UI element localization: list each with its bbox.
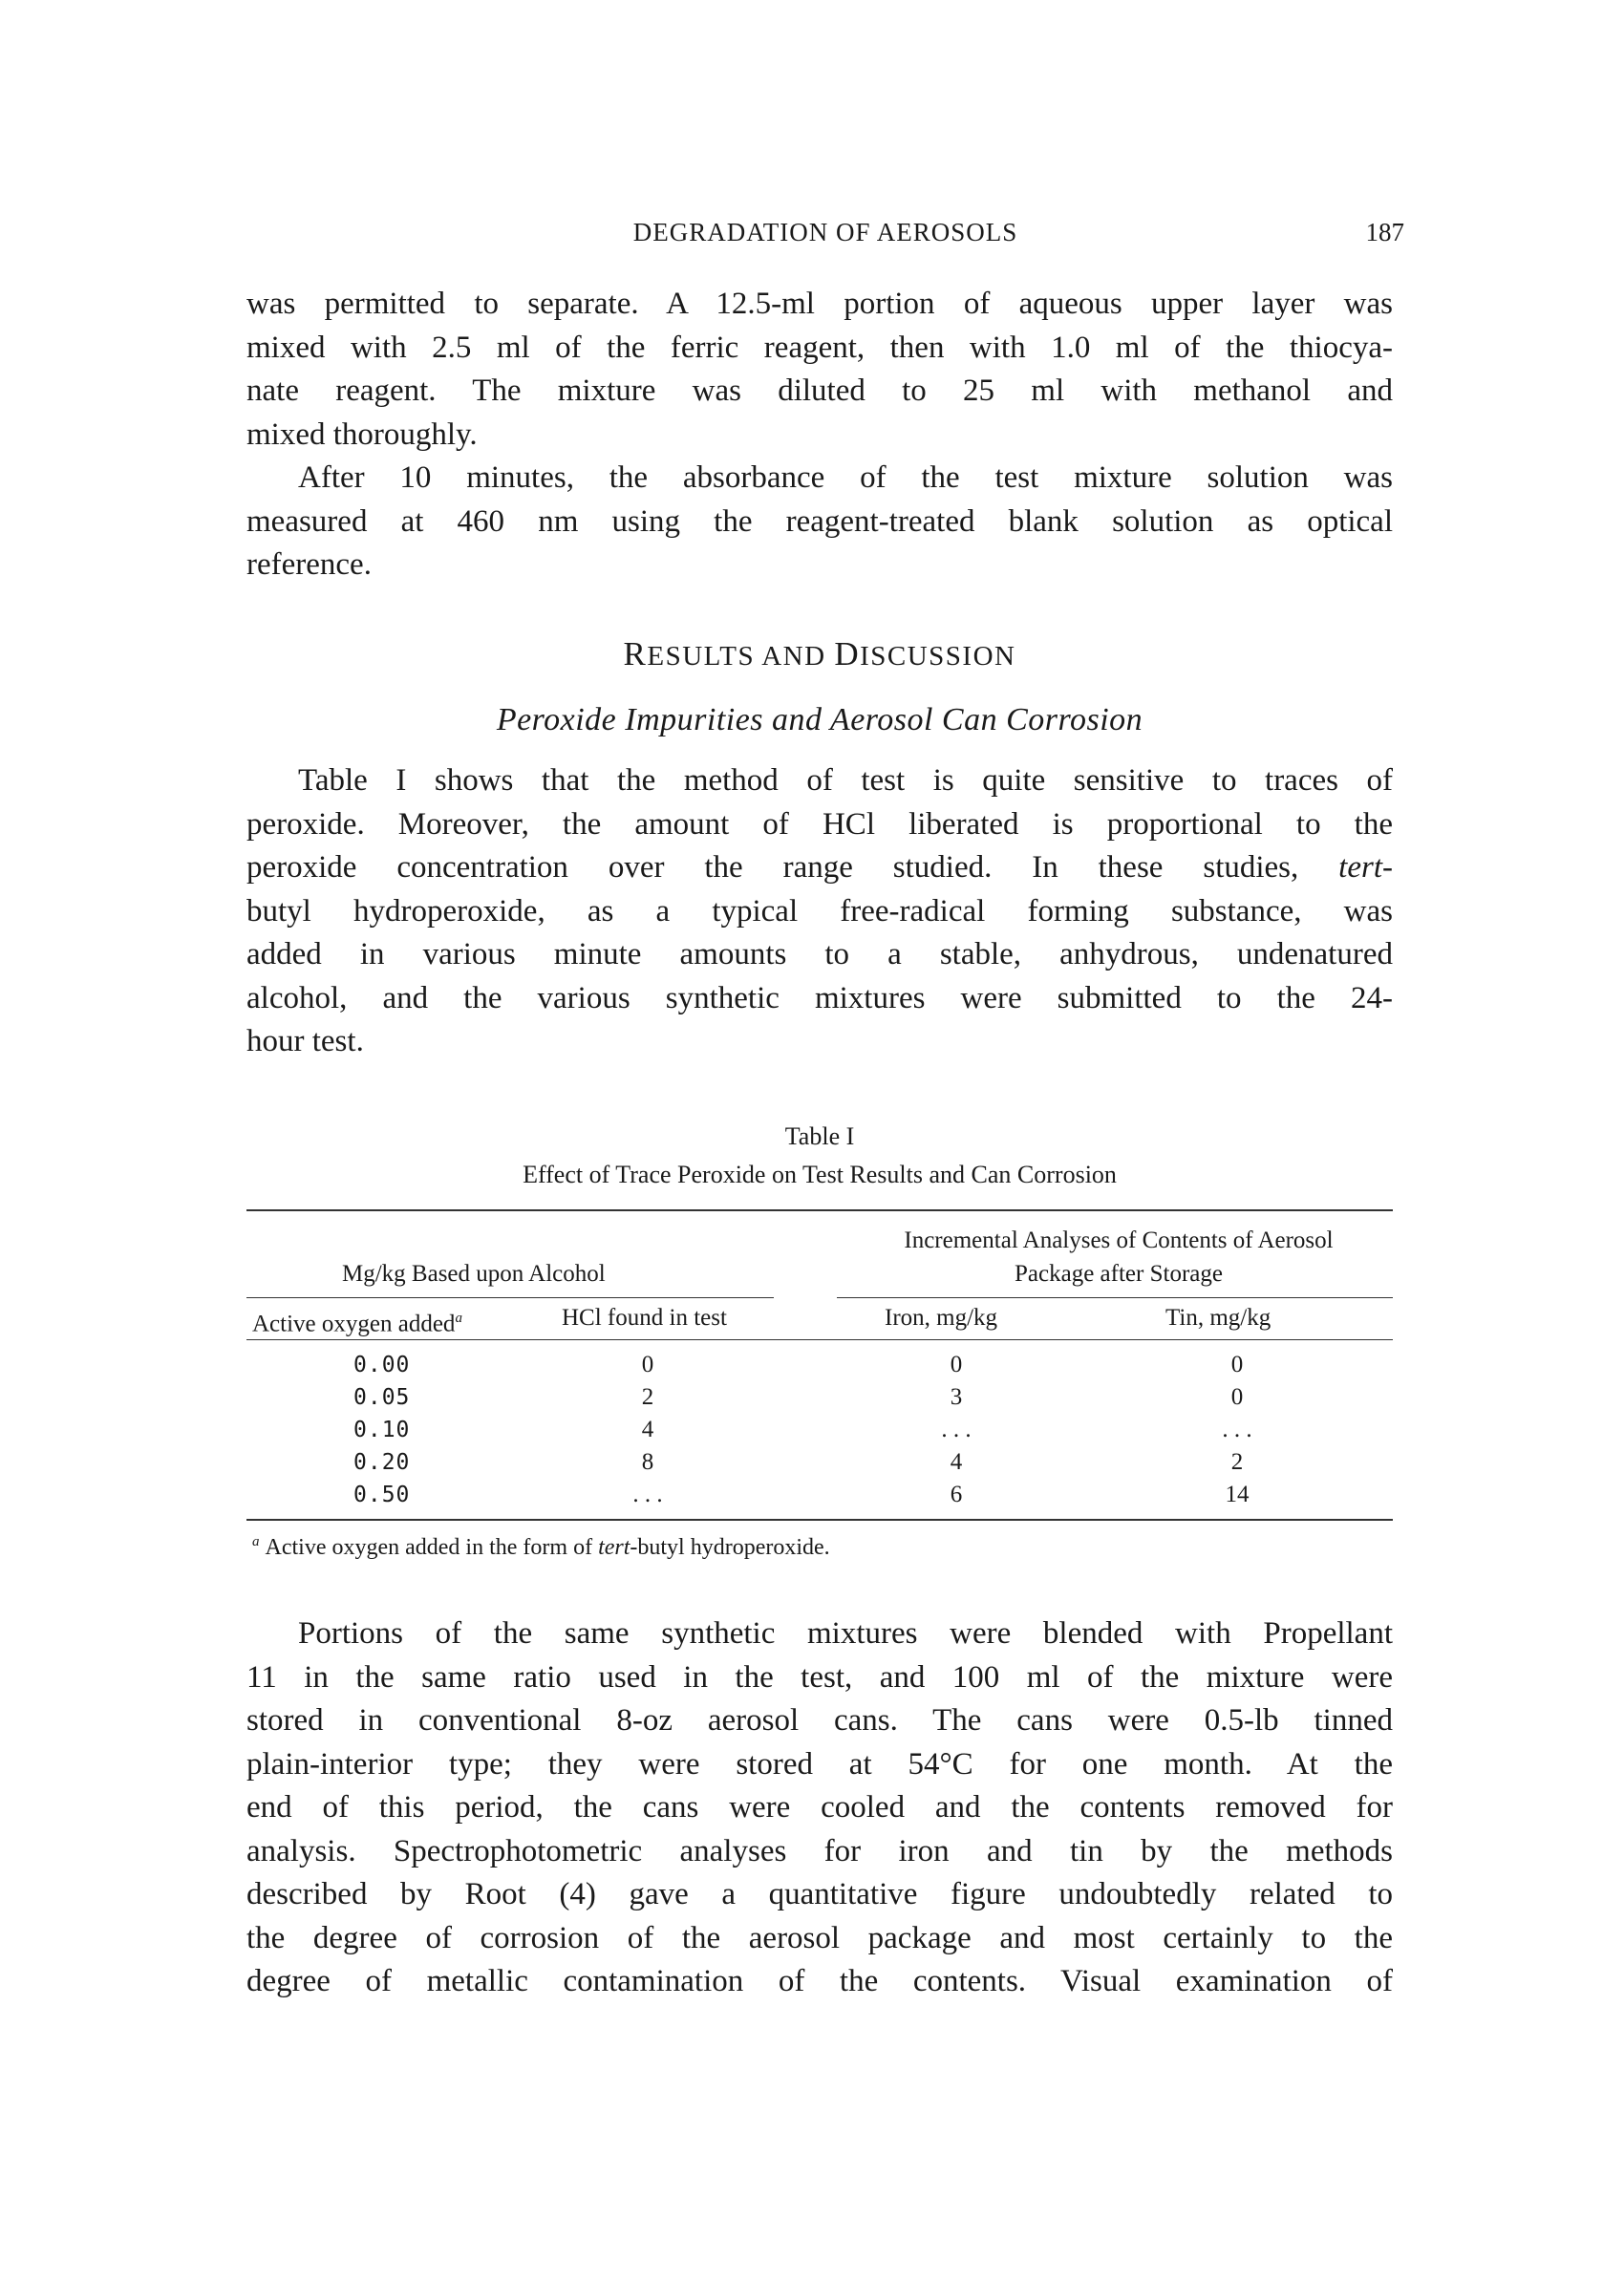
text-line: analysis. Spectrophotometric analyses for iron and tin by the methods <box>246 1833 1393 1868</box>
paragraph-3 <box>246 759 1393 1064</box>
text-line: 11 in the same ratio used in the test, and 100 ml of the mixture were <box>246 1659 1393 1695</box>
text-line: nate reagent. The mixture was diluted to 25 ml with methanol and <box>246 374 1393 408</box>
column-header-text: Active oxygen added <box>252 1311 456 1337</box>
cell-tin: 14 <box>1225 1482 1250 1507</box>
text-run: peroxide concentration over the range studied. In these studies, <box>246 850 1339 885</box>
text-line: Portions of the same synthetic mixtures were blended with Propellant <box>298 1616 1393 1651</box>
cell-oxygen: 0.00 <box>353 1353 411 1377</box>
text-line: mixed thoroughly. <box>246 416 478 452</box>
text-line: stored in conventional 8-oz aerosol cans. The cans were 0.5-lb tinned <box>246 1703 1393 1738</box>
footnote-italic: tert <box>598 1535 630 1560</box>
page-number: 187 <box>1365 218 1404 246</box>
cell-hcl: 0 <box>641 1352 654 1377</box>
paragraph-2 <box>246 457 1393 587</box>
text-line: mixed with 2.5 ml of the ferric reagent, then with 1.0 ml of the thiocya- <box>246 330 1393 365</box>
heading-rest: ISCUSSION <box>860 641 1016 672</box>
footnote-text: Active oxygen added in the form of <box>265 1535 599 1560</box>
column-header-hcl: HCl found in test <box>562 1305 727 1331</box>
text-line: measured at 460 nm using the reagent-treated blank solution as optical <box>246 503 1393 539</box>
cell-tin: 2 <box>1230 1449 1244 1475</box>
heading-rest: ESULTS AND <box>647 641 826 672</box>
column-header-iron: Iron, mg/kg <box>885 1305 998 1331</box>
text-line: Table I shows that the method of test is quite sensitive to traces of <box>298 763 1393 798</box>
footnote-marker: a <box>455 1311 462 1326</box>
text-line: plain-interior type; they were stored at 54°C for one month. At the <box>246 1746 1393 1782</box>
section-heading <box>246 635 1393 673</box>
table-label: Table I <box>784 1122 855 1150</box>
table-1 <box>246 1118 1393 1560</box>
cell-oxygen: 0.50 <box>353 1483 411 1507</box>
cell-hcl: 2 <box>641 1384 654 1410</box>
cell-iron: 6 <box>950 1482 963 1507</box>
text-line: butyl hydroperoxide, as a typical free-radical forming substance, was <box>246 893 1393 929</box>
footnote-marker: a <box>252 1534 260 1549</box>
text-line: hour test. <box>246 1024 364 1058</box>
group-header-right: Incremental Analyses of Contents of Aerosol <box>904 1227 1334 1253</box>
cell-oxygen: 0.10 <box>353 1418 411 1442</box>
text-line: described by Root (4) gave a quantitative figure undoubtedly related to <box>246 1877 1393 1911</box>
text-line: was permitted to separate. A 12.5-ml portion of aqueous upper layer was <box>246 287 1393 321</box>
cell-oxygen: 0.05 <box>353 1385 411 1410</box>
cell-hcl: 8 <box>641 1449 654 1475</box>
group-rule-right <box>837 1297 1393 1298</box>
group-rule-left <box>246 1297 774 1298</box>
text-line: peroxide. Moreover, the amount of HCl liberated is proportional to the <box>246 806 1393 842</box>
table-bottom-rule <box>246 1519 1393 1521</box>
paragraph-4 <box>246 1612 1393 2004</box>
running-header <box>246 218 1404 256</box>
cell-hcl: 4 <box>641 1417 654 1442</box>
text-line: the degree of corrosion of the aerosol package and most certainly to the <box>246 1920 1393 1955</box>
heading-initial: D <box>834 635 861 672</box>
text-line: reference. <box>246 547 372 582</box>
cell-tin: 0 <box>1230 1352 1244 1377</box>
heading-initial: R <box>623 635 648 672</box>
cell-hcl: . . . <box>632 1482 663 1507</box>
text-line: After 10 minutes, the absorbance of the test mixture solution was <box>298 460 1393 495</box>
running-title: DEGRADATION OF AEROSOLS <box>632 218 1018 246</box>
cell-iron: 3 <box>950 1384 963 1410</box>
subheading: Peroxide Impurities and Aerosol Can Corrosion <box>496 702 1143 737</box>
cell-iron: 0 <box>950 1352 963 1377</box>
header-bottom-rule <box>246 1339 1393 1340</box>
text-line: added in various minute amounts to a stable, anhydrous, undenatured <box>246 937 1393 971</box>
table-top-rule <box>246 1209 1393 1211</box>
cell-tin: 0 <box>1230 1384 1244 1410</box>
text-line: degree of metallic contamination of the contents. Visual examination of <box>246 1964 1393 1998</box>
table-caption: Effect of Trace Peroxide on Test Results and Can Corrosion <box>523 1161 1117 1188</box>
italic-text: tert- <box>1338 850 1393 885</box>
paragraph-1 <box>246 283 1393 457</box>
footnote-text: -butyl hydroperoxide. <box>630 1535 830 1560</box>
cell-iron: 4 <box>950 1449 963 1475</box>
text-line: end of this period, the cans were cooled and the contents removed for <box>246 1790 1393 1825</box>
column-header-tin: Tin, mg/kg <box>1165 1305 1271 1331</box>
column-header-oxygen <box>252 1302 462 1340</box>
cell-iron: . . . <box>941 1417 972 1442</box>
group-header-right: Package after Storage <box>1015 1261 1223 1287</box>
text-line <box>246 846 1393 890</box>
group-header-left: Mg/kg Based upon Alcohol <box>342 1261 606 1287</box>
table-footnote <box>252 1534 830 1561</box>
cell-oxygen: 0.20 <box>353 1450 411 1475</box>
cell-tin: . . . <box>1222 1417 1252 1442</box>
text-line: alcohol, and the various synthetic mixtures were submitted to the 24- <box>246 980 1393 1015</box>
